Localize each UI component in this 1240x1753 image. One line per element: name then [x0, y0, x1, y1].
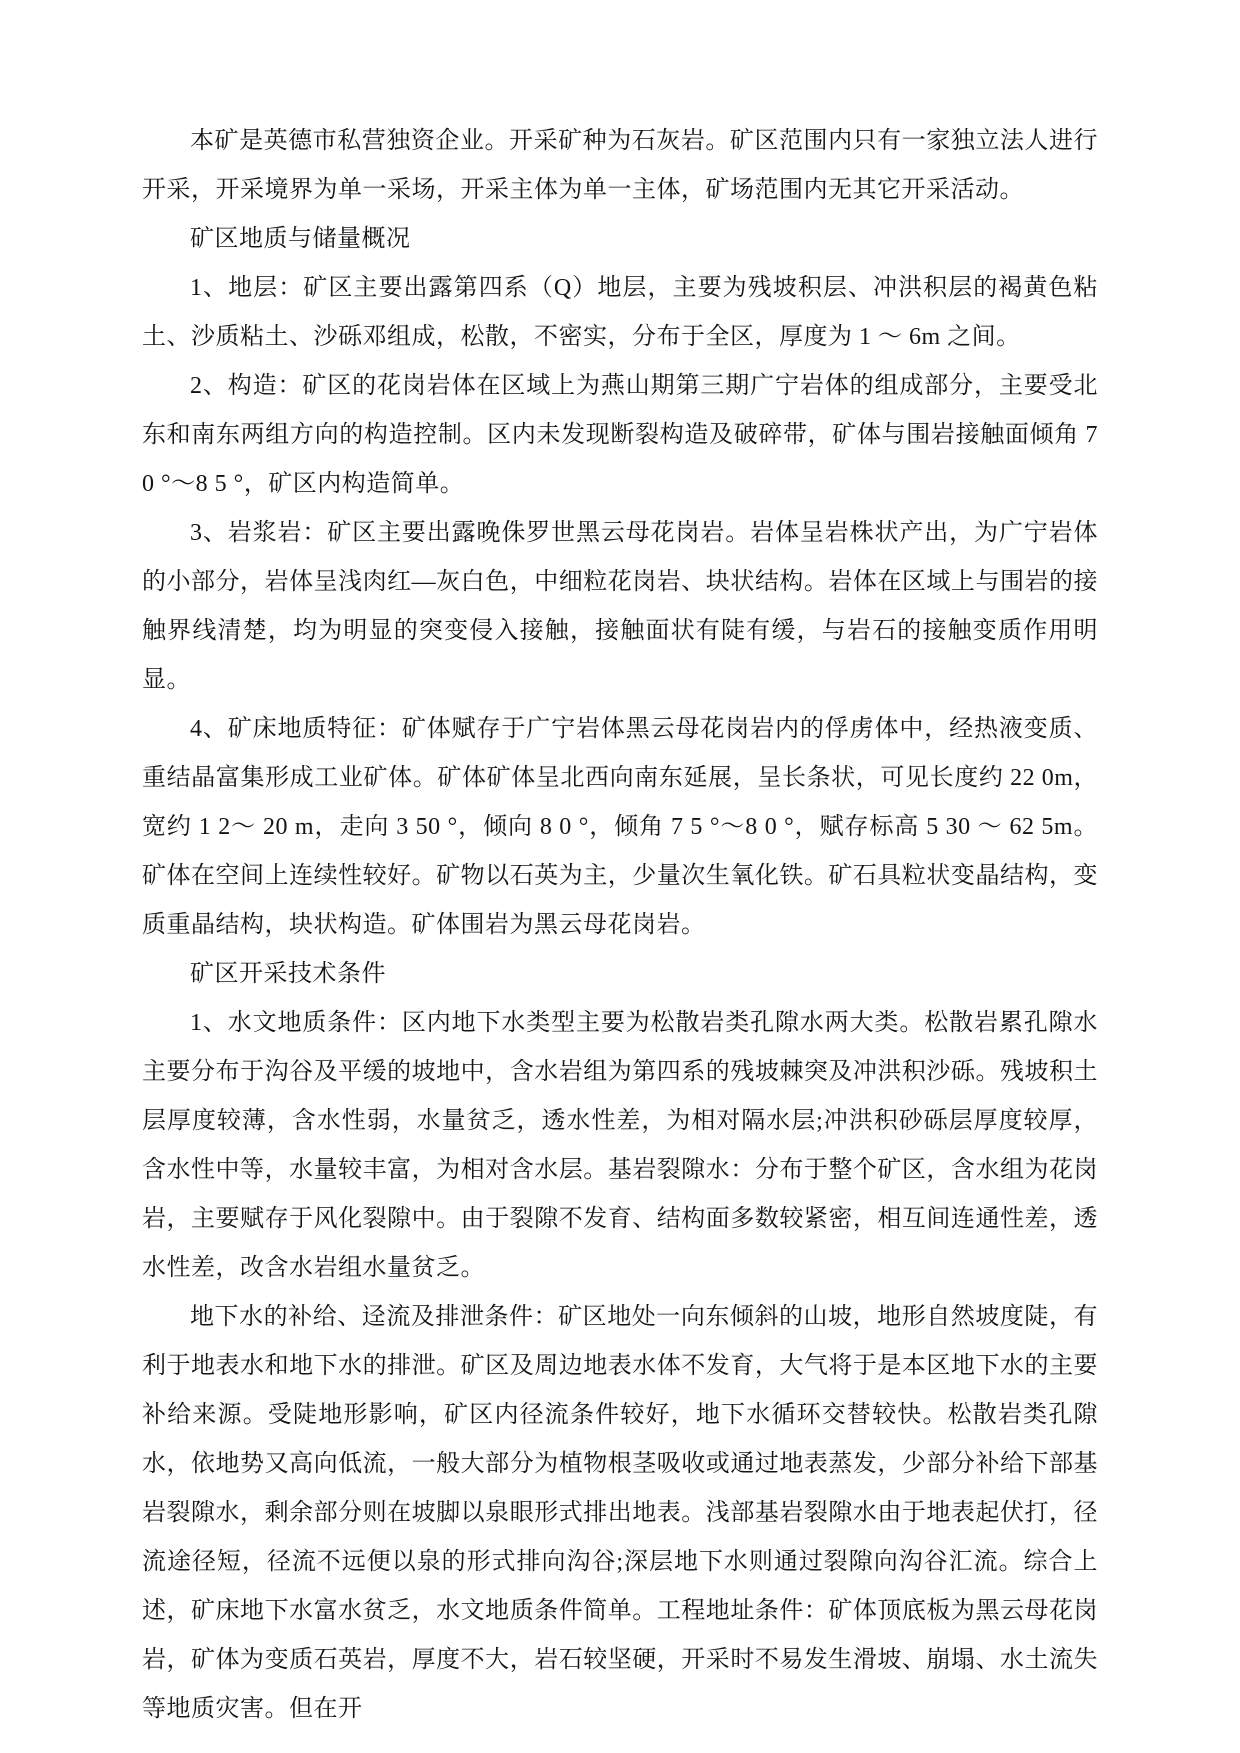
- paragraph: 2、构造：矿区的花岗岩体在区域上为燕山期第三期广宁岩体的组成部分，主要受北东和南东两组方向的构造控制。区内未发现断裂构造及破碎带，矿体与围岩接触面倾角 7 0 °～8 5 °，矿区内构造简单。: [142, 373, 1098, 497]
- section-heading: 矿区开采技术条件: [190, 961, 386, 987]
- paragraph: 1、地层：矿区主要出露第四系（Q）地层，主要为残坡积层、冲洪积层的褐黄色粘土、沙质粘土、沙砾邓组成，松散，不密实，分布于全区，厚度为 1 ～ 6m 之间。: [142, 275, 1098, 350]
- paragraph: 4、矿床地质特征：矿体赋存于广宁岩体黑云母花岗岩内的俘虏体中，经热液变质、重结晶富集形成工业矿体。矿体矿体呈北西向南东延展，呈长条状，可见长度约 22 0m，宽约 1 2～ 20 m，走向 3 50 °，倾向 8 0 °，倾角 7 5 °～8 0 °，赋存标高 5 30 ～ 62 5m。矿体在空间上连续性较好。矿物以石英为主，少量次生氧化铁。矿石具粒状变晶结构，变质重晶结构，块状构造。矿体围岩为黑云母花岗岩。: [142, 716, 1098, 938]
- paragraph: 本矿是英德市私营独资企业。开采矿种为石灰岩。矿区范围内只有一家独立法人进行开采，开采境界为单一采场，开采主体为单一主体，矿场范围内无其它开采活动。: [142, 128, 1098, 203]
- paragraph: 1、水文地质条件：区内地下水类型主要为松散岩类孔隙水两大类。松散岩累孔隙水主要分布于沟谷及平缓的坡地中，含水岩组为第四系的残坡棘突及冲洪积沙砾。残坡积土层厚度较薄，含水性弱，水量贫乏，透水性差，为相对隔水层;冲洪积砂砾层厚度较厚，含水性中等，水量较丰富，为相对含水层。基岩裂隙水：分布于整个矿区，含水组为花岗岩，主要赋存于风化裂隙中。由于裂隙不发育、结构面多数较紧密，相互间连通性差，透水性差，改含水岩组水量贫乏。: [142, 1010, 1098, 1281]
- section-heading: 矿区地质与储量概况: [190, 226, 411, 252]
- paragraph: 地下水的补给、迳流及排泄条件：矿区地处一向东倾斜的山坡，地形自然坡度陡，有利于地表水和地下水的排泄。矿区及周边地表水体不发育，大气将于是本区地下水的主要补给来源。受陡地形影响，矿区内径流条件较好，地下水循环交替较快。松散岩类孔隙水，依地势又高向低流，一般大部分为植物根茎吸收或通过地表蒸发，少部分补给下部基岩裂隙水，剩余部分则在坡脚以泉眼形式排出地表。浅部基岩裂隙水由于地表起伏打，径流途径短，径流不远便以泉的形式排向沟谷;深层地下水则通过裂隙向沟谷汇流。综合上述，矿床地下水富水贫乏，水文地质条件简单。工程地址条件：矿体顶底板为黑云母花岗岩，矿体为变质石英岩，厚度不大，岩石较坚硬，开采时不易发生滑坡、崩塌、水土流失等地质灾害。但在开: [142, 1304, 1098, 1722]
- document-body: [142, 117, 1098, 1734]
- paragraph: 3、岩浆岩：矿区主要出露晚侏罗世黑云母花岗岩。岩体呈岩株状产出，为广宁岩体的小部分，岩体呈浅肉红—灰白色，中细粒花岗岩、块状结构。岩体在区域上与围岩的接触界线清楚，均为明显的突变侵入接触，接触面状有陡有缓，与岩石的接触变质作用明显。: [142, 520, 1098, 693]
